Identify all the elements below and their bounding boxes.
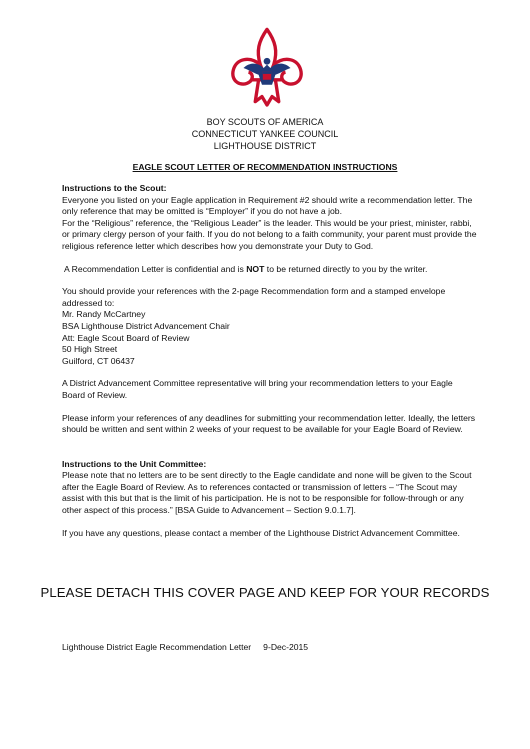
deadlines-paragraph: Please inform your references of any deadlines for submitting your recommendation letter. Ideally, the letters should be written and sent within 2 weeks of your request to be available for your Eagle Board of Review. bbox=[62, 412, 476, 435]
document-title: EAGLE SCOUT LETTER OF RECOMMENDATION INSTRUCTIONS bbox=[132, 162, 398, 172]
committee-paragraph: A District Advancement Committee representative will bring your recommendation letters to your Eagle Board of Review. bbox=[62, 378, 453, 400]
confidential-text-end: to be returned directly to you by the writer. bbox=[264, 263, 428, 274]
org-line-2: CONNECTICUT YANKEE COUNCIL bbox=[191, 129, 339, 139]
address-line: BSA Lighthouse District Advancement Chair bbox=[62, 320, 230, 331]
page-footer bbox=[62, 642, 308, 652]
address-line: Att: Eagle Scout Board of Review bbox=[62, 332, 190, 343]
detach-notice: PLEASE DETACH THIS COVER PAGE AND KEEP FOR YOUR RECORDS bbox=[40, 585, 490, 600]
scout-instructions-heading: Instructions to the Scout: bbox=[62, 183, 167, 193]
organization-header bbox=[0, 116, 530, 152]
unit-committee-paragraph: Please note that no letters are to be sent directly to the Eagle candidate and none will be given to the Scout after the Eagle Board of Review. As to references contacted or transmission of letters – “The Scout may assist with this but that is the limit of his participation. He is not to be responsible for follow-through or any other aspect of this process.” [BSA Guide to Advancement – Section 9.0.1.7]. bbox=[62, 470, 472, 516]
confidential-text-start: A Recommendation Letter is confidential and is bbox=[64, 263, 247, 274]
provide-references-paragraph: You should provide your references with the 2-page Recommendation form and a stamped envelope addressed to: bbox=[62, 286, 446, 308]
org-line-1: BOY SCOUTS OF AMERICA bbox=[206, 117, 324, 127]
unit-committee-heading: Instructions to the Unit Committee: bbox=[62, 458, 207, 469]
address-line: 50 High Street bbox=[62, 344, 118, 355]
questions-paragraph: If you have any questions, please contact a member of the Lighthouse District Advancement Committee. bbox=[62, 527, 460, 538]
scout-paragraph-references: Everyone you listed on your Eagle application in Requirement #2 should write a recommendation letter. The only reference that may be omitted is “Employer” if you do not have a job. bbox=[62, 194, 473, 217]
org-line-3: LIGHTHOUSE DISTRICT bbox=[213, 141, 317, 151]
footer-label: Lighthouse District Eagle Recommendation Letter bbox=[62, 642, 252, 652]
footer-date: 9-Dec-2015 bbox=[263, 642, 309, 652]
address-line: Mr. Randy McCartney bbox=[62, 309, 146, 320]
confidential-notice bbox=[62, 264, 477, 276]
address-line: Guilford, CT 06437 bbox=[62, 355, 135, 366]
mailing-address bbox=[62, 309, 477, 367]
scout-paragraph-religious: For the “Religious” reference, the “Religious Leader” is the leader. This would be your priest, minister, rabbi, or primary clergy person of your faith. If you do not belong to a faith community, your parent must provide the religious reference letter which describes how you demonstrate your Duty to God. bbox=[62, 217, 477, 251]
bsa-fleur-de-lis-icon bbox=[225, 26, 309, 110]
confidential-emphasis: NOT bbox=[246, 263, 265, 274]
document-body bbox=[62, 183, 477, 539]
